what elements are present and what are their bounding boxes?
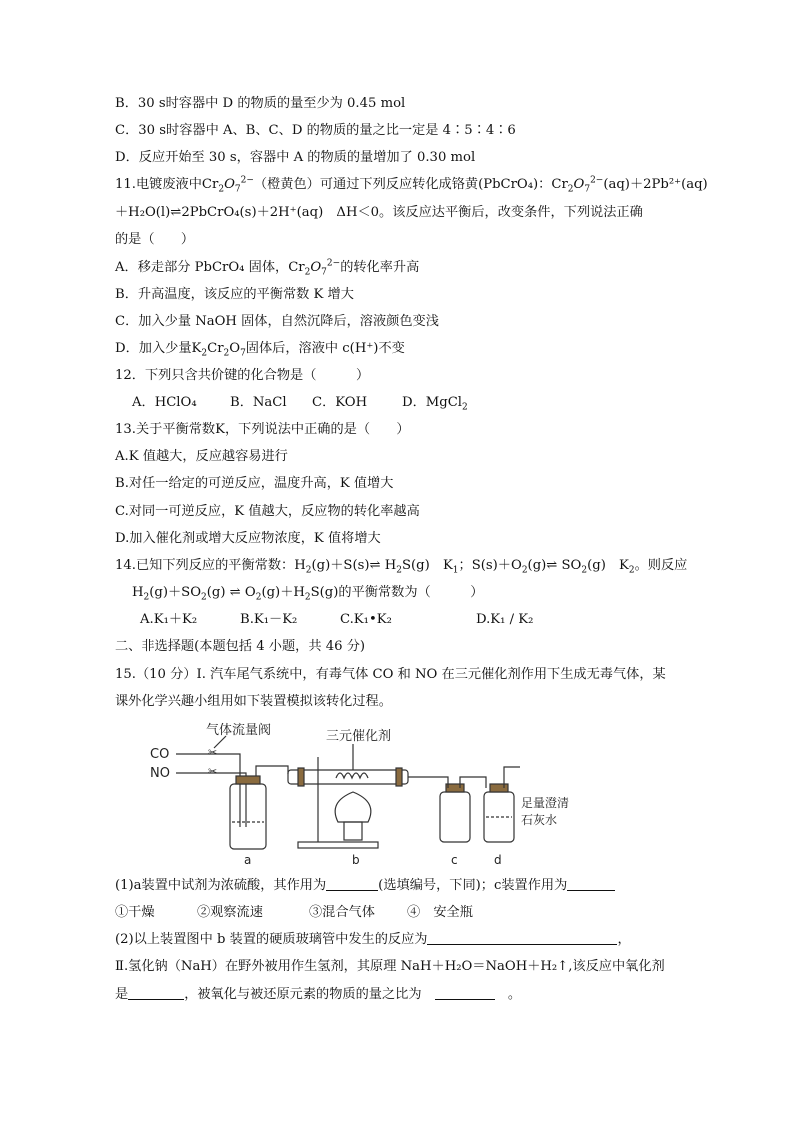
q13-option-b: B.对任一给定的可逆反应，温度升高，K 值增大 [115,476,394,491]
diagram-label-c: c [451,853,458,867]
q11-stem-line1: 11.电镀废液中$Cr_2O_7^{2-}$（橙黄色）可通过下列反应转化成铬黄(PbCrO₄)：$Cr_2O_7^{2-}(aq)+2Pb^{2+}(aq)$ [115,175,708,195]
svg-text:✂: ✂ [208,765,218,778]
q11-option-a: A．移走部分 PbCrO₄ 固体，$Cr_2O_7^{2-}$的转化率升高 [115,258,420,278]
q13-stem: 13.关于平衡常数K，下列说法中正确的是（ ） [115,422,410,437]
q15-sub1: (1)a装置中试剂为浓硫酸，其作用为 (选填编号，下同)；c装置作用为 [115,877,615,895]
answer-blank[interactable] [435,986,495,1000]
svg-text:✂: ✂ [208,746,218,759]
diagram-label-b: b [352,853,360,867]
q14-stem-line1: 14.已知下列反应的平衡常数：$H_2(g)+S(s)\rightleftharpoons$ $H_2S(g)$ $K_1$；$S(s)+O_2(g)\rightleftharpoons$ $SO_2(g)$ $K_2$。则反应 [115,558,688,576]
q14-options: A.K₁＋K₂ B.K₁－K₂ C.K₁•K₂ D.K₁ / K₂ [140,612,534,627]
q10-option-d: D．反应开始至 30 s，容器中 A 的物质的量增加了 0.30 mol [115,150,476,165]
q12-stem: 12．下列只含共价键的化合物是（ ） [115,368,370,383]
apparatus-diagram [148,722,570,872]
section-heading: 二、非选择题(本题包括 4 小题，共 46 分) [115,639,366,654]
q15-stem-line2: 课外化学兴趣小组用如下装置模拟该转化过程。 [115,694,392,709]
q11-option-c: C．加入少量 NaOH 固体，自然沉降后，溶液颜色变浅 [115,314,439,329]
q11-stem-line2: ＋H₂O(l)⇌2PbCrO₄(s)＋2H⁺(aq) ΔH＜0。该反应达平衡后，改变条件，下列说法正确 [115,205,643,220]
q15-part2-line2: 是 ，被氧化与被还原元素的物质的量之比为 。 [115,987,522,1002]
answer-blank[interactable] [567,877,615,891]
answer-blank[interactable] [128,986,184,1000]
diagram-label-limewater-1: 足量澄清 [521,796,570,810]
diagram-label-limewater-2: 石灰水 [521,813,558,827]
q11-option-b: B．升高温度，该反应的平衡常数 K 增大 [115,287,354,302]
q13-option-a: A.K 值越大，反应越容易进行 [115,449,288,464]
q11-option-d: D．加入少量$K_2Cr_2O_7$固体后，溶液中 c(H⁺)不变 [115,341,405,359]
answer-blank[interactable] [427,931,617,945]
diagram-label-co: CO [150,747,170,762]
q13-option-d: D.加入催化剂或增大反应物浓度，K 值将增大 [115,531,381,546]
q10-option-b: B．30 s时容器中 D 的物质的量至少为 0.45 mol [115,96,406,111]
q15-sub2: (2)以上装置图中 b 装置的硬质玻璃管中发生的反应为 ， [115,932,631,947]
q10-option-c: C．30 s时容器中 A、B、C、D 的物质的量之比一定是 4∶5∶4∶6 [115,123,516,138]
q15-part2-line1: Ⅱ.氢化钠（NaH）在野外被用作生氢剂，其原理 NaH＋H₂O＝NaOH＋H₂↑,该反应中氧化剂 [115,959,665,974]
answer-blank[interactable] [326,877,378,891]
diagram-label-d: d [494,853,502,867]
q13-option-c: C.对同一可逆反应，K 值越大，反应物的转化率越高 [115,504,420,519]
q12-options: A．HClO₄ B．NaCl C．KOH D．MgCl$_2$ [132,395,468,413]
diagram-label-a: a [244,853,252,867]
q11-stem-line3: 的是（ ） [115,232,195,247]
diagram-label-no: NO [150,766,170,781]
q15-choices: ①干燥 ②观察流速 ③混合气体 ④ 安全瓶 [115,905,473,920]
q14-stem-line2: $H_2(g)+SO_2(g)$ ⇌ $O_2(g)+H_2S(g)$的平衡常数为（ ） [132,585,484,603]
diagram-label-catalyst: 三元催化剂 [326,729,392,744]
q15-stem-line1: 15.（10 分）Ⅰ. 汽车尾气系统中，有毒气体 CO 和 NO 在三元催化剂作用下生成无毒气体，某 [115,667,666,682]
diagram-label-valve: 气体流量阀 [206,723,272,738]
